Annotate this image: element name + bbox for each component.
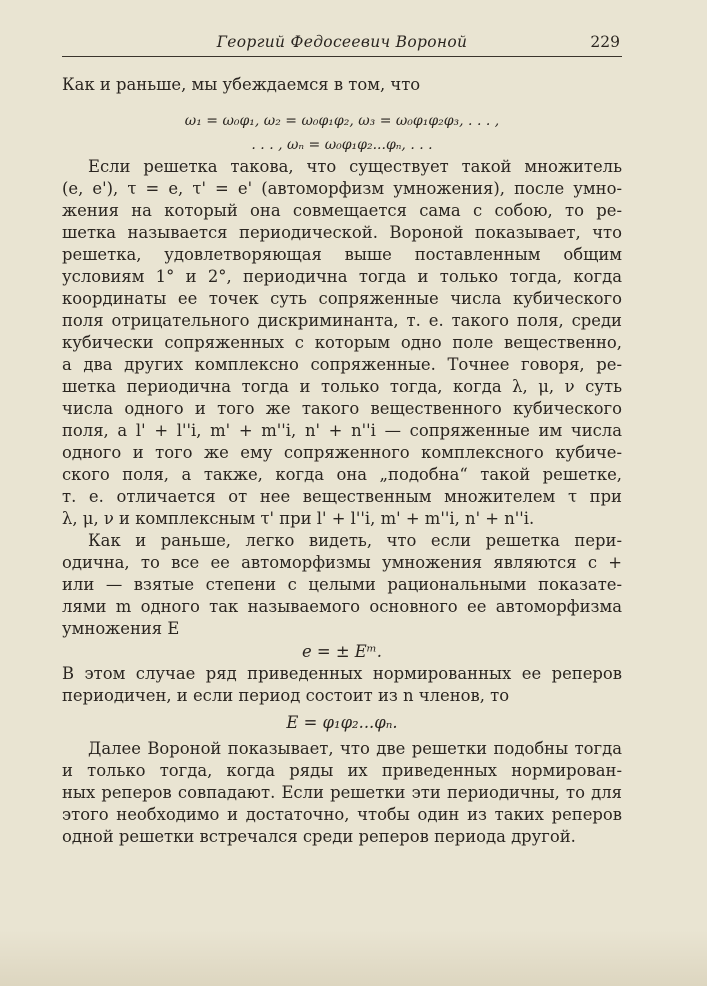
text-line: λ, μ, ν и комплексным τ' при l' + l''i, m' + m''i, n' + n''i.	[62, 509, 535, 528]
text-line: ского поля, а также, когда она „подобна“ такой решетке,	[62, 465, 622, 484]
text-line: решетка, удовлетворяющая выше поставленным общим	[62, 245, 622, 264]
text-line: Если решетка такова, что существует такой множитель	[88, 157, 622, 176]
text-line: или — взятые степени с целыми рациональными показате-	[62, 575, 622, 594]
text-line: шетка периодична тогда и только тогда, когда λ, μ, ν суть	[62, 377, 622, 396]
text-line: и только тогда, когда ряды их приведенных нормирован-	[62, 761, 622, 780]
text-line: лями m одного так называемого основного ее автоморфизма	[62, 597, 622, 616]
text-line: умножения E	[62, 619, 180, 638]
text-line: жения на который она совмещается сама с собою, то ре-	[62, 201, 622, 220]
text-line: этого необходимо и достаточно, чтобы один из таких реперов	[62, 805, 622, 824]
formula-line: ω₁ = ω₀φ₁, ω₂ = ω₀φ₁φ₂, ω₃ = ω₀φ₁φ₂φ₃, . . . ,	[184, 113, 500, 129]
text-line: (e, e'), τ = e, τ' = e' (автоморфизм умножения), после умно-	[62, 179, 622, 198]
formula-line: E = φ₁φ₂...φₙ.	[286, 713, 398, 732]
text-line: координаты ее точек суть сопряженные числа кубического	[62, 289, 622, 308]
text-line: шетка называется периодической. Вороной показывает, что	[62, 223, 622, 242]
text-line: ных реперов совпадают. Если решетки эти периодичны, то для	[62, 783, 622, 802]
page-bottom-margin	[0, 930, 707, 986]
text-line: периодичен, и если период состоит из n членов, то	[62, 686, 510, 705]
text-line: одной решетки встречался среди реперов периода другой.	[62, 827, 576, 846]
text-line: Далее Вороной показывает, что две решетки подобны тогда	[88, 739, 622, 758]
text-line: В этом случае ряд приведенных нормированных ее реперов	[62, 664, 622, 683]
running-header-title: Георгий Федосеевич Вороной	[216, 33, 468, 51]
text-line: а два других комплексно сопряженные. Точнее говоря, ре-	[62, 355, 622, 374]
running-header	[62, 28, 622, 57]
formula-line: . . . , ωₙ = ω₀φ₁φ₂...φₙ, . . .	[251, 137, 433, 153]
text-line: Как и раньше, легко видеть, что если решетка пери-	[88, 531, 622, 550]
text-line: одична, то все ее автоморфизмы умножения являются с +	[62, 553, 622, 572]
text-line: кубически сопряженных с которым одно поле вещественно,	[62, 333, 622, 352]
text-line: условиям 1° и 2°, периодична тогда и только тогда, когда	[62, 267, 622, 286]
text-line: числа одного и того же такого вещественного кубического	[62, 399, 622, 418]
text-line: одного и того же ему сопряженного комплексного кубиче-	[62, 443, 622, 462]
text-line: поля, а l' + l''i, m' + m''i, n' + n''i — сопряженные им числа	[62, 421, 622, 440]
text-line: поля отрицательного дискриминанта, т. е. такого поля, среди	[62, 311, 622, 330]
text-line: т. е. отличается от нее вещественным множителем τ при	[62, 487, 622, 506]
formula-line: e = ± Eᵐ.	[301, 642, 383, 661]
text-line: Как и раньше, мы убеждаемся в том, что	[62, 75, 421, 94]
page-number: 229	[590, 33, 620, 51]
